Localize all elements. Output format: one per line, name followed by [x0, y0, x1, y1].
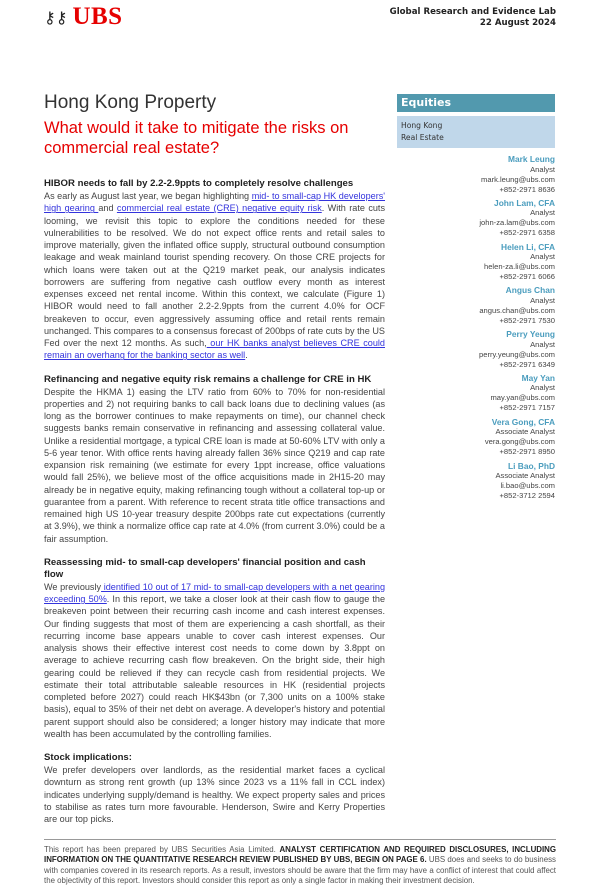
analyst-name: May Yan: [521, 372, 555, 383]
analyst-phone: +852-2971 8950: [499, 447, 555, 457]
analyst-phone: +852-2971 8636: [499, 184, 555, 194]
category-box: [397, 116, 555, 148]
analyst-email[interactable]: perry.yeung@ubs.com: [479, 349, 555, 359]
keys-icon: ⚷⚷: [44, 7, 68, 27]
section-heading: HIBOR needs to fall by 2.2-2.9ppts to completely resolve challenges: [44, 178, 354, 189]
paragraph: We prefer developers over landlords, as the residential market faces a cyclical downturn as strong rent growth (up 13% since 2023 vs a 11% fall in CCL index) indicates underlying supply/demand is healthy. We expect property sales and prices to stabilise as rates turn more favourable. Henderson, Swire and Kerry Properties are our top picks.: [44, 765, 385, 824]
section-badge: Equities: [397, 94, 555, 112]
section-heading: Reassessing mid- to small-cap developers' financial position and cash flow: [44, 556, 366, 580]
paragraph: As early as August last year, we began highlighting mid- to small-cap HK developers' high gearing and commercial real estate (CRE) negative equity risk. With rate cuts looming, we revisit this topic to explore the conditions needed for these vulnerabilities to be resolved. We do not expect office rents and retail sales to improve materially, given the inflated office supply, structural outbound consumption leakage and weak mainland tourist spending recovery. On those CRE projects for which loans were taken out at the Q219 market peak, our analysis indicates borrowers are suffering from negative cash outflow every month as interest expenses exceed net rental income. Within this context, we calculate (Figure 1) HIBOR would need to fall another 2.2-2.9ppts from the current 4.0% for OCF breakeven to occur, even aggressively assuming office and retail rents remain unchanged. This compares to a consensus forecast of 200bps of rate cuts by the US Fed over the next 12 months. As such, our HK banks analyst believes CRE could remain an overhang for the banking sector as well.: [44, 191, 386, 361]
analyst-name: Helen Li, CFA: [501, 241, 555, 252]
analyst-role: Analyst: [530, 383, 555, 393]
lab-name: Global Research and Evidence Lab: [389, 7, 556, 17]
analyst-phone: +852-2971 6358: [499, 228, 555, 238]
analyst-name: John Lam, CFA: [494, 197, 555, 208]
analyst-name: Angus Chan: [505, 285, 555, 296]
section-heading: Refinancing and negative equity risk remains a challenge for CRE in HK: [44, 373, 372, 385]
analyst-name: Perry Yeung: [506, 329, 555, 340]
logo-text: UBS: [72, 3, 123, 30]
paragraph: Despite the HKMA 1) easing the LTV ratio from 60% to 70% for non-residential properties and 2) not requiring banks to call back loans due to declining values (as long as the borrower continues to make repayments on time), our channel check suggests banks remain conservative in refinancing and assessing collateral value. Unlike a residential mortgage, a typical CRE loan is made at 50-60% LTV with only a 5-6 year tenor. With office rents having already fallen 36% since Q219 and cap rate expansion risk remaining (we estimate for every 1ppt increase, office valuations would fall 25%), we believe most of the office acquisitions made in 2H15-20 may already be in negative equity, making refinancing tough without a collateral top-up or guarantee from a parent. With reference to recent strata title office transactions and remained high US 10-year treasury despite 200bps rate cut expectations (currently at 3.9%), we think a normalize office cap rate at 4.0% (from current 3.0%) could be a fair assumption.: [44, 386, 385, 544]
analyst-phone: +852-3712 2594: [499, 491, 555, 501]
analyst-email[interactable]: angus.chan@ubs.com: [479, 305, 555, 315]
sector: Real Estate: [401, 133, 444, 142]
link[interactable]: our HK banks analyst believes CRE could remain an overhang for the banking sector as well: [44, 338, 385, 361]
analyst-email[interactable]: john-za.lam@ubs.com: [479, 218, 555, 228]
analyst-email[interactable]: may.yan@ubs.com: [490, 393, 555, 403]
paragraph: We previously identified 10 out of 17 mid- to small-cap developers with a net gearing exceeding 50%. In this report, we take a closer look at their cash flow to gauge the breakeven point between their recurring cash income and cash interest expenses. Our finding suggests that most of them are experiencing a cash shortfall, as their recurring income base appears unable to cover cash interest expenses. Our analysis shows their effective interest cost needs to come down by 3.8ppt on average to achieve recurring cash flow breakeven. On the bright side, their high gearing could be relieved if they can recycle cash from residential projects. We estimate their total attributable saleable resources in HK (residential projects completed before 2027) could reach HK$43bn (or 7,300 units on a 100% stake basis), equal to 35% of their net debt on average. A developer's history and potential parent support should also be considered; a longer history may indicate that more wealth has been accumulated by the controlling families.: [44, 581, 386, 739]
main-content: [44, 178, 385, 825]
analyst-role: Analyst: [530, 295, 555, 305]
analyst-email[interactable]: helen-za.li@ubs.com: [483, 262, 555, 272]
analyst-role: Analyst: [530, 164, 555, 174]
analyst-name: Li Bao, PhD: [508, 460, 555, 471]
analyst-email[interactable]: li.bao@ubs.com: [500, 481, 555, 491]
section-heading: Stock implications:: [44, 752, 132, 763]
analyst-role: Analyst: [530, 208, 555, 218]
analyst-role: Associate Analyst: [495, 471, 555, 481]
analyst-email[interactable]: vera.gong@ubs.com: [484, 437, 555, 447]
link[interactable]: mid- to small-cap HK developers' high gearing: [44, 191, 386, 214]
link[interactable]: commercial real estate (CRE) negative equity risk: [116, 203, 322, 214]
page-title: Hong Kong Property: [44, 92, 217, 113]
header-info: [390, 7, 556, 29]
analyst-name: Vera Gong, CFA: [491, 416, 555, 427]
content-flow: [44, 178, 556, 886]
analyst-email[interactable]: mark.leung@ubs.com: [481, 174, 555, 184]
analyst-role: Analyst: [530, 339, 555, 349]
disclaimer: This report has been prepared by UBS Securities Asia Limited. ANALYST CERTIFICATION AND REQUIRED DISCLOSURES, INCLUDING INFORMATION ON THE QUANTITATIVE RESEARCH REVIEW PUBLISHED BY UBS, BEGIN ON PAGE 6. UBS does and seeks to do business with companies covered in its research reports. As a result, investors should be aware that the firm may have a conflict of interest that could affect the objectivity of this report. Investors should consider this report as only a single factor in making their investment decision.: [44, 839, 556, 886]
analyst-role: Associate Analyst: [495, 427, 555, 437]
analyst-phone: +852-2971 7530: [499, 315, 555, 325]
analyst-name: Mark Leung: [508, 154, 555, 164]
page-subtitle: What would it take to mitigate the risks on commercial real estate?: [44, 119, 349, 157]
analyst-role: Analyst: [530, 252, 555, 262]
report-date: 22 August 2024: [479, 18, 556, 28]
analyst-phone: +852-2971 6066: [499, 272, 555, 282]
link[interactable]: identified 10 out of 17 mid- to small-cap developers with a net gearing exceeding 50%: [44, 581, 385, 604]
ubs-logo: [44, 3, 123, 31]
region: Hong Kong: [401, 121, 443, 130]
analyst-phone: +852-2971 7157: [499, 403, 555, 413]
analyst-phone: +852-2971 6349: [499, 359, 555, 369]
